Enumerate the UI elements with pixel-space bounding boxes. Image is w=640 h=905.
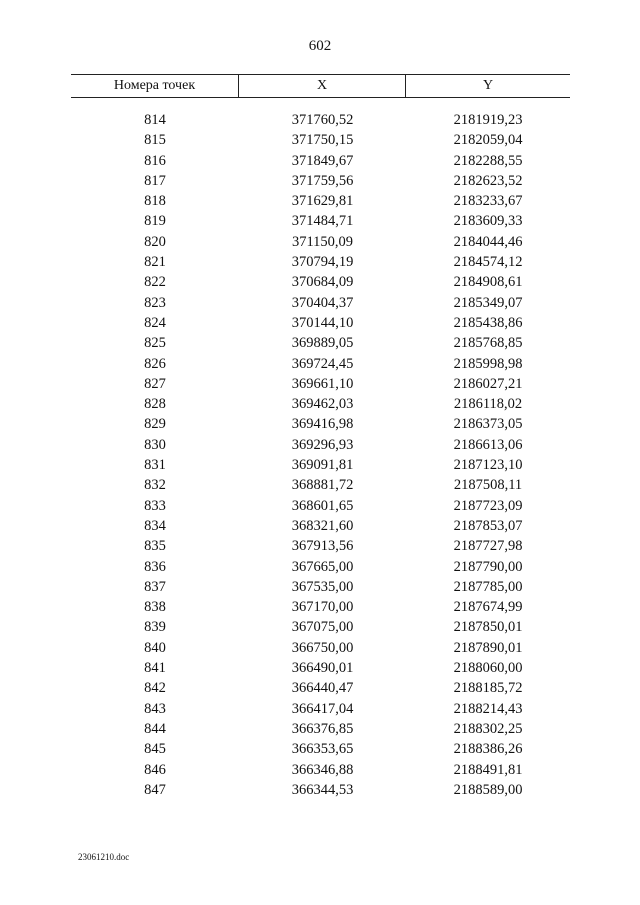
point-number-cell: 828 (144, 396, 166, 413)
table-row (71, 617, 570, 637)
x-coordinate-cell: 369462,03 (291, 396, 354, 413)
point-number-cell: 814 (144, 112, 166, 128)
table-row (71, 293, 570, 313)
y-coordinate-cell: 2185349,07 (453, 294, 523, 311)
y-coordinate-cell: 2186613,06 (453, 436, 523, 453)
y-coordinate-cell: 2184908,61 (453, 274, 523, 291)
y-coordinate-cell: 2185768,85 (453, 335, 523, 352)
point-number-cell: 837 (144, 578, 166, 595)
point-number-cell: 823 (144, 294, 166, 311)
table-row (71, 678, 570, 698)
x-coordinate-cell: 369661,10 (291, 375, 354, 392)
table-row (71, 638, 570, 658)
point-number-cell: 818 (144, 193, 166, 210)
x-coordinate-cell: 369724,45 (291, 355, 354, 372)
table-row (71, 780, 570, 800)
x-coordinate-cell: 367075,00 (291, 619, 354, 636)
y-coordinate-cell: 2183233,67 (453, 193, 523, 210)
y-coordinate-cell: 2186027,21 (453, 375, 523, 392)
table-row (71, 374, 570, 394)
x-coordinate-cell: 369416,98 (291, 416, 354, 433)
header-point-number: Номера точек (71, 75, 239, 97)
y-coordinate-cell: 2187723,09 (453, 497, 523, 514)
x-coordinate-cell: 370144,10 (291, 314, 354, 331)
point-number-cell: 839 (144, 619, 166, 636)
table-row (71, 719, 570, 739)
point-number-cell: 829 (144, 416, 166, 433)
y-coordinate-cell: 2187790,00 (453, 558, 523, 575)
table-row (71, 577, 570, 597)
y-coordinate-cell: 2182288,55 (453, 152, 523, 169)
x-coordinate-cell: 366417,04 (291, 700, 354, 717)
point-number-cell: 820 (144, 233, 166, 250)
table-row (71, 516, 570, 536)
table-row (71, 475, 570, 495)
x-coordinate-cell: 370794,19 (291, 254, 354, 271)
point-number-cell: 847 (144, 781, 166, 798)
y-coordinate-cell: 2187727,98 (453, 538, 523, 555)
table-row (71, 211, 570, 231)
table-row (71, 130, 570, 150)
x-coordinate-cell: 366344,53 (291, 781, 354, 798)
x-coordinate-cell: 368881,72 (291, 477, 354, 494)
table-row (71, 496, 570, 516)
x-coordinate-cell: 371484,71 (291, 213, 354, 230)
table-row (71, 597, 570, 617)
point-number-cell: 819 (144, 213, 166, 230)
x-coordinate-cell: 370404,37 (291, 294, 354, 311)
y-coordinate-cell: 2188214,43 (453, 700, 523, 717)
table-row (71, 272, 570, 292)
point-number-cell: 841 (144, 660, 166, 677)
y-coordinate-cell: 2187850,01 (453, 619, 523, 636)
x-coordinate-cell: 371150,09 (291, 233, 354, 250)
table-row (71, 232, 570, 252)
y-coordinate-cell: 2183609,33 (453, 213, 523, 230)
x-coordinate-cell: 371629,81 (291, 193, 354, 210)
y-coordinate-cell: 2188589,00 (453, 781, 523, 798)
x-coordinate-cell: 366440,47 (291, 680, 354, 697)
y-coordinate-cell: 2187853,07 (453, 517, 523, 534)
point-number-cell: 840 (144, 639, 166, 656)
point-number-cell: 835 (144, 538, 166, 555)
y-coordinate-cell: 2181919,23 (453, 112, 523, 128)
table-row (71, 739, 570, 759)
table-row (71, 557, 570, 577)
point-number-cell: 833 (144, 497, 166, 514)
point-number-cell: 822 (144, 274, 166, 291)
point-number-cell: 834 (144, 517, 166, 534)
point-number-cell: 817 (144, 172, 166, 189)
table-row (71, 151, 570, 171)
table-row (71, 658, 570, 678)
x-coordinate-cell: 366353,65 (291, 741, 354, 758)
point-number-cell: 824 (144, 314, 166, 331)
table-row (71, 414, 570, 434)
header-x: X (239, 75, 406, 97)
table-row (71, 191, 570, 211)
y-coordinate-cell: 2185998,98 (453, 355, 523, 372)
table-row (71, 536, 570, 556)
x-coordinate-cell: 368321,60 (291, 517, 354, 534)
y-coordinate-cell: 2184574,12 (453, 254, 523, 271)
y-coordinate-cell: 2188302,25 (453, 720, 523, 737)
point-number-cell: 844 (144, 720, 166, 737)
table-row (71, 435, 570, 455)
table-row (71, 455, 570, 475)
x-coordinate-cell: 366490,01 (291, 660, 354, 677)
x-coordinate-cell: 369091,81 (291, 457, 354, 474)
y-coordinate-cell: 2188060,00 (453, 660, 523, 677)
point-number-cell: 831 (144, 457, 166, 474)
y-coordinate-cell: 2187890,01 (453, 639, 523, 656)
point-number-cell: 843 (144, 700, 166, 717)
y-coordinate-cell: 2182059,04 (453, 132, 523, 149)
y-coordinate-cell: 2187785,00 (453, 578, 523, 595)
footer-filename: 23061210.doc (78, 852, 130, 862)
point-number-cell: 821 (144, 254, 166, 271)
point-number-cell: 842 (144, 680, 166, 697)
x-coordinate-cell: 368601,65 (291, 497, 354, 514)
table-row (71, 313, 570, 333)
x-coordinate-cell: 371849,67 (291, 152, 354, 169)
point-number-cell: 846 (144, 761, 166, 778)
x-coordinate-cell: 367913,56 (291, 538, 354, 555)
x-coordinate-cell: 366346,88 (291, 761, 354, 778)
point-number-cell: 815 (144, 132, 166, 149)
y-coordinate-cell: 2182623,52 (453, 172, 523, 189)
point-number-cell: 825 (144, 335, 166, 352)
y-coordinate-cell: 2188185,72 (453, 680, 523, 697)
header-y: Y (482, 78, 494, 93)
y-coordinate-cell: 2188491,81 (453, 761, 523, 778)
table-row (71, 699, 570, 719)
x-coordinate-cell: 371759,56 (291, 172, 354, 189)
point-number-cell: 832 (144, 477, 166, 494)
table-row (71, 394, 570, 414)
x-coordinate-cell: 369296,93 (291, 436, 354, 453)
table-header (71, 74, 570, 98)
y-coordinate-cell: 2184044,46 (453, 233, 523, 250)
table-row (71, 333, 570, 353)
x-coordinate-cell: 367535,00 (291, 578, 354, 595)
point-number-cell: 830 (144, 436, 166, 453)
page-number: 602 (308, 38, 332, 54)
x-coordinate-cell: 366376,85 (291, 720, 354, 737)
point-number-cell: 826 (144, 355, 166, 372)
table-row (71, 354, 570, 374)
point-number-cell: 827 (144, 375, 166, 392)
x-coordinate-cell: 370684,09 (291, 274, 354, 291)
y-coordinate-cell: 2186373,05 (453, 416, 523, 433)
point-number-cell: 836 (144, 558, 166, 575)
point-number-cell: 838 (144, 599, 166, 616)
table-row (71, 110, 570, 130)
y-coordinate-cell: 2187508,11 (453, 477, 523, 494)
y-coordinate-cell: 2187123,10 (453, 457, 523, 474)
x-coordinate-cell: 366750,00 (291, 639, 354, 656)
point-number-cell: 845 (144, 741, 166, 758)
table-row (71, 171, 570, 191)
y-coordinate-cell: 2186118,02 (453, 396, 523, 413)
table-row (71, 760, 570, 780)
x-coordinate-cell: 371750,15 (291, 132, 354, 149)
point-number-cell: 816 (144, 152, 166, 169)
y-coordinate-cell: 2185438,86 (453, 314, 523, 331)
x-coordinate-cell: 367170,00 (291, 599, 354, 616)
table-row (71, 252, 570, 272)
y-coordinate-cell: 2187674,99 (453, 599, 523, 616)
x-coordinate-cell: 369889,05 (291, 335, 354, 352)
coordinates-table-body (71, 110, 570, 800)
x-coordinate-cell: 371760,52 (291, 112, 354, 128)
y-coordinate-cell: 2188386,26 (453, 741, 523, 758)
x-coordinate-cell: 367665,00 (291, 558, 354, 575)
